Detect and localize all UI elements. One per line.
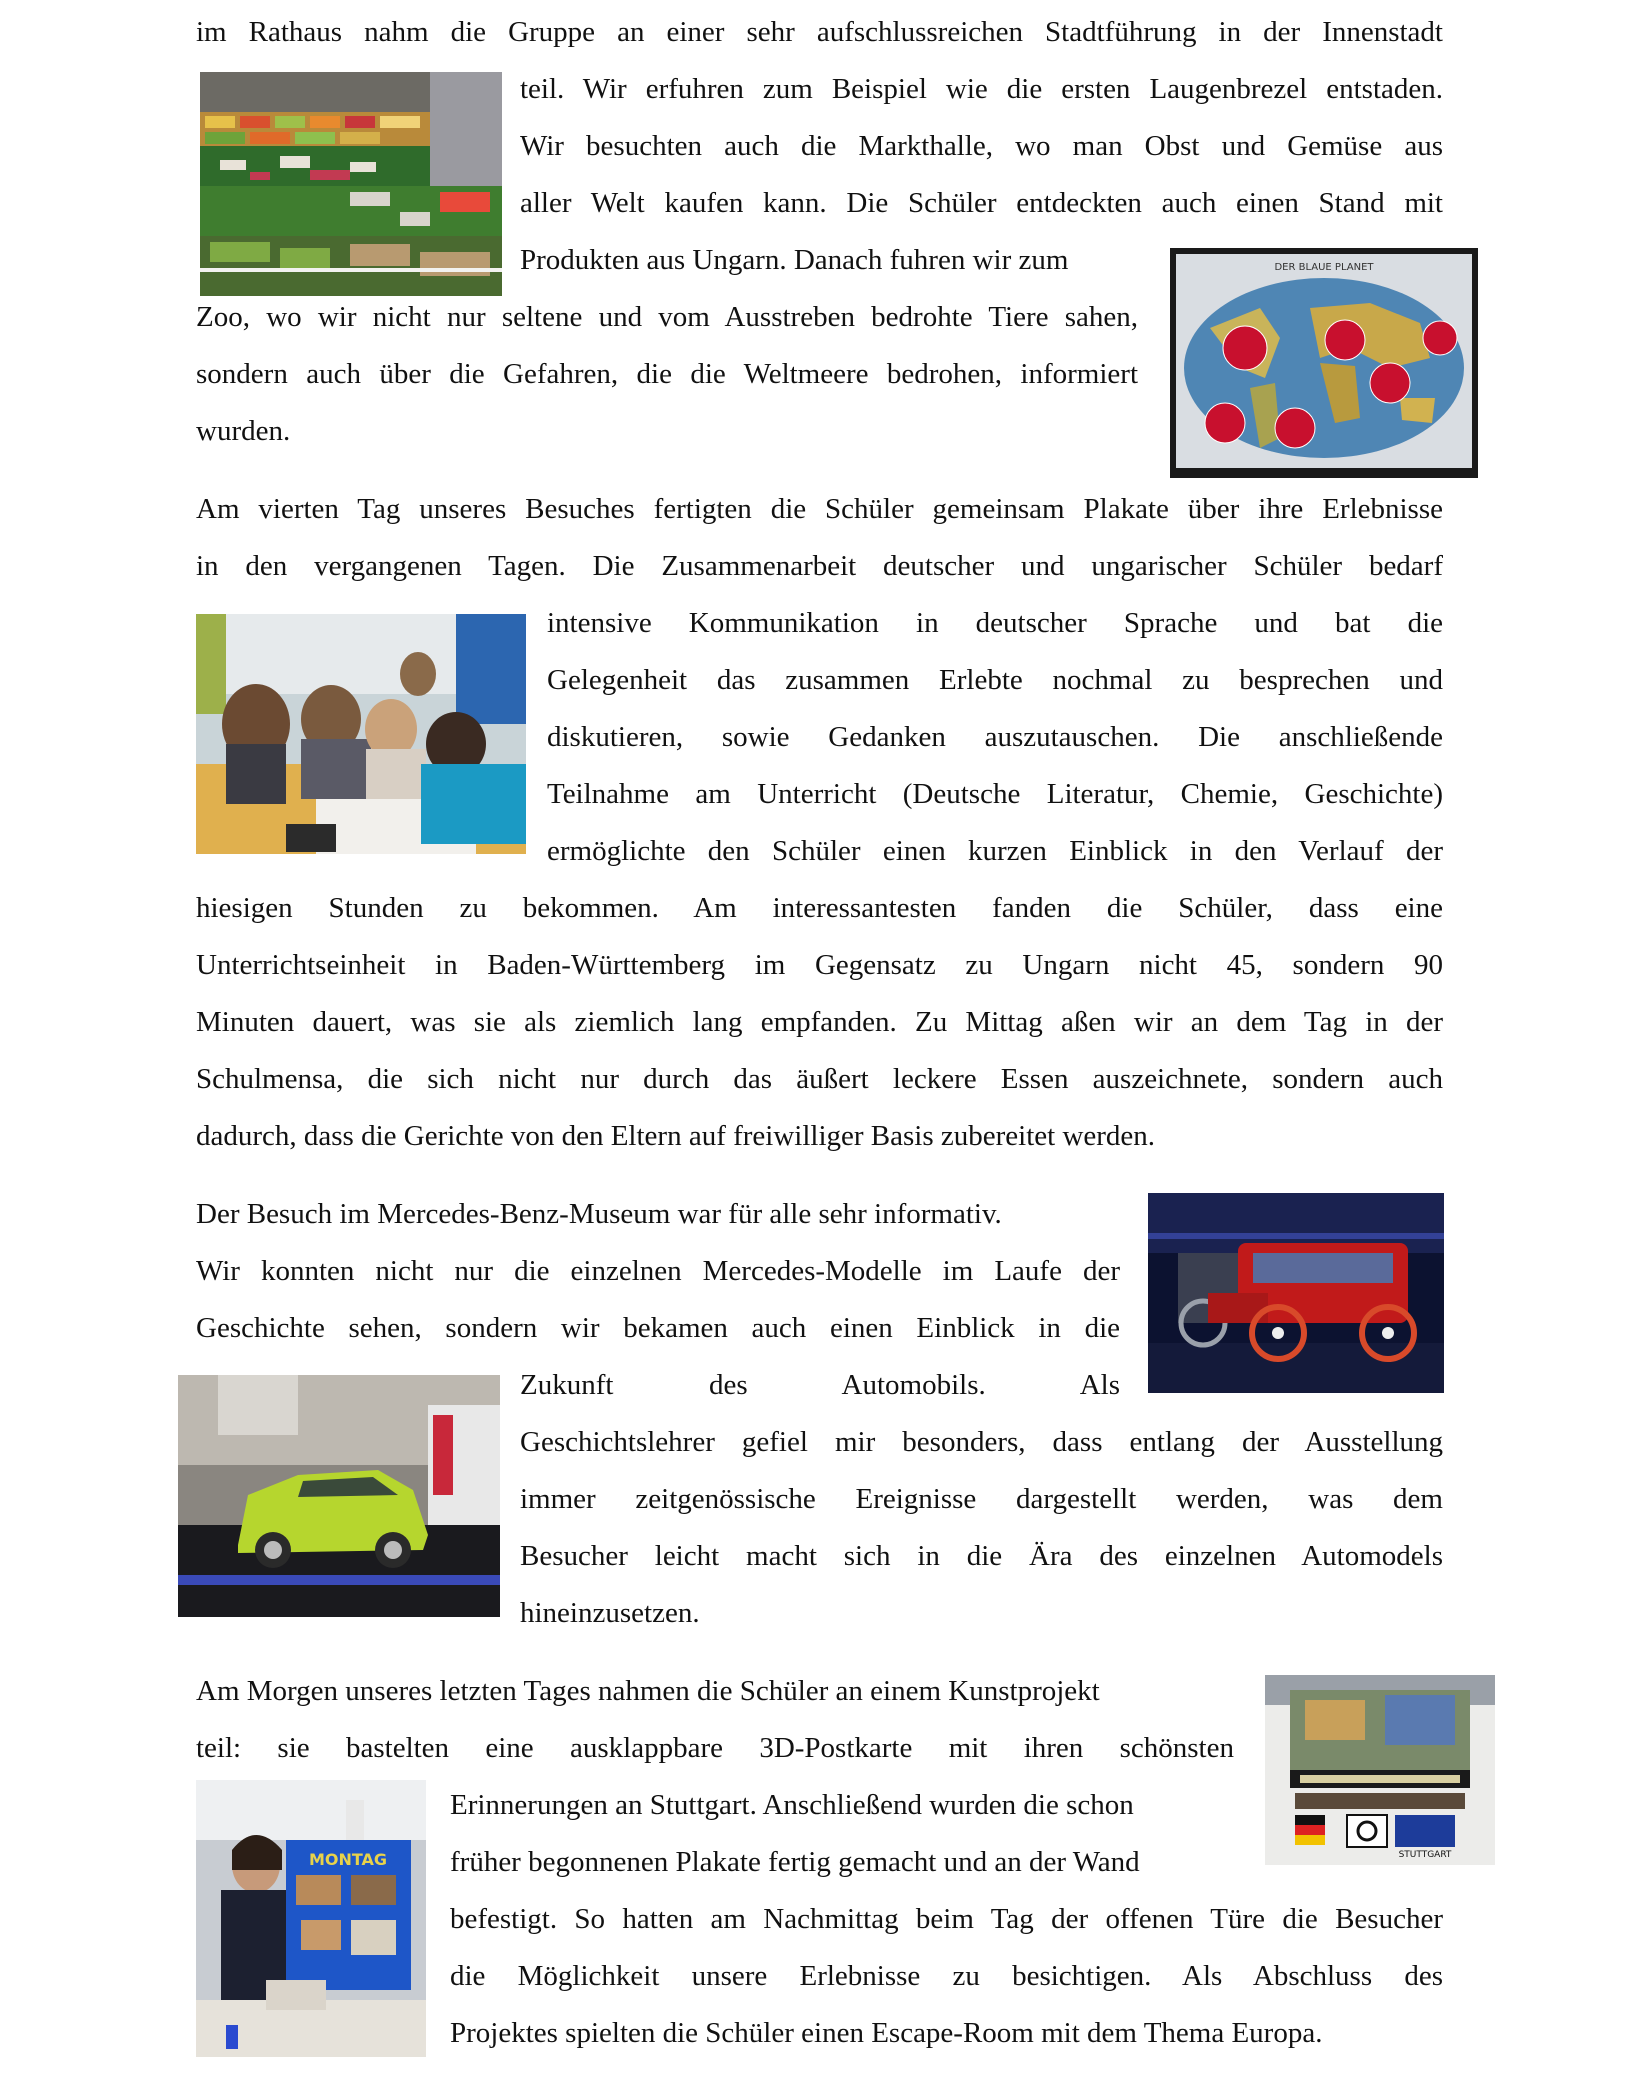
poster-title: DER BLAUE PLANET <box>1274 262 1374 273</box>
text-line: Teilnahme am Unterricht (Deutsche Literatur, Chemie, Geschichte) <box>547 778 1443 810</box>
text-line: Wir besuchten auch die Markthalle, wo man Obst und Gemüse aus <box>520 130 1443 162</box>
text-line: hiesigen Stunden zu bekommen. Am interessantesten fanden die Schüler, dass eine <box>196 892 1443 924</box>
postcard-label: STUTTGART <box>1398 1850 1452 1860</box>
3d-postcard-photo <box>1265 1675 1495 1865</box>
text-line: aller Welt kaufen kann. Die Schüler entdeckten auch einen Stand mit <box>520 187 1443 219</box>
text-line: Geschichte sehen, sondern wir bekamen auch einen Einblick in die <box>196 1312 1120 1344</box>
text-line: Projektes spielten die Schüler einen Escape-Room mit dem Thema Europa. <box>450 2017 1323 2049</box>
text-line: Wir konnten nicht nur die einzelnen Mercedes-Modelle im Laufe der <box>196 1255 1120 1287</box>
text-line: intensive Kommunikation in deutscher Sprache und bat die <box>547 607 1443 639</box>
text-line: sondern auch über die Gefahren, die die Weltmeere bedrohen, informiert <box>196 358 1138 390</box>
world-map-poster-photo <box>1170 248 1478 478</box>
text-line: in den vergangenen Tagen. Die Zusammenarbeit deutscher und ungarischer Schüler bedarf <box>196 550 1443 582</box>
electric-car-photo <box>178 1375 500 1617</box>
text-line: Schulmensa, die sich nicht nur durch das äußert leckere Essen auszeichnete, sondern auch <box>196 1063 1443 1095</box>
text-line: wurden. <box>196 415 291 447</box>
text-line: teil. Wir erfuhren zum Beispiel wie die ersten Laugenbrezel entstaden. <box>520 73 1443 105</box>
text-line: immer zeitgenössische Ereignisse dargestellt werden, was dem <box>520 1483 1443 1515</box>
text-line: Gelegenheit das zusammen Erlebte nochmal zu besprechen und <box>547 664 1443 696</box>
text-line: Erinnerungen an Stuttgart. Anschließend wurden die schon <box>450 1789 1134 1821</box>
text-line: Produkten aus Ungarn. Danach fuhren wir zum <box>520 244 1069 276</box>
text-line: diskutieren, sowie Gedanken auszutauschen. Die anschließende <box>547 721 1443 753</box>
text-line: Besucher leicht macht sich in die Ära des einzelnen Automodels <box>520 1540 1443 1572</box>
student-poster-photo <box>196 1780 426 2057</box>
text-line: befestigt. So hatten am Nachmittag beim Tag der offenen Türe die Besucher <box>450 1903 1443 1935</box>
poster-heading: MONTAG <box>308 1850 388 1869</box>
text-line: dadurch, dass die Gerichte von den Eltern auf freiwilliger Basis zubereitet werden. <box>196 1120 1156 1152</box>
text-line: Minuten dauert, was sie als ziemlich lang empfanden. Zu Mittag aßen wir an dem Tag in der <box>196 1006 1443 1038</box>
text-line: Der Besuch im Mercedes-Benz-Museum war für alle sehr informativ. <box>196 1198 1002 1230</box>
text-line: Zoo, wo wir nicht nur seltene und vom Ausstreben bedrohte Tiere sahen, <box>196 301 1138 333</box>
text-line: teil: sie bastelten eine ausklappbare 3D-Postkarte mit ihren schönsten <box>196 1732 1234 1764</box>
market-hall-photo <box>200 72 502 296</box>
text-line: Geschichtslehrer gefiel mir besonders, dass entlang der Ausstellung <box>520 1426 1443 1458</box>
text-line: hineinzusetzen. <box>520 1597 700 1629</box>
text-line: Zukunft des Automobils. Als <box>520 1369 1120 1401</box>
historic-car-photo <box>1148 1193 1444 1393</box>
text-line: Am Morgen unseres letzten Tages nahmen die Schüler an einem Kunstprojekt <box>196 1675 1100 1707</box>
text-line: im Rathaus nahm die Gruppe an einer sehr aufschlussreichen Stadtführung in der Innenstadt <box>196 16 1443 48</box>
text-line: früher begonnenen Plakate fertig gemacht und an der Wand <box>450 1846 1140 1878</box>
text-line: ermöglichte den Schüler einen kurzen Einblick in den Verlauf der <box>547 835 1443 867</box>
text-line: Unterrichtseinheit in Baden-Württemberg im Gegensatz zu Ungarn nicht 45, sondern 90 <box>196 949 1443 981</box>
students-table-photo <box>196 614 526 854</box>
text-line: Am vierten Tag unseres Besuches fertigten die Schüler gemeinsam Plakate über ihre Erlebnisse <box>196 493 1443 525</box>
text-line: die Möglichkeit unsere Erlebnisse zu besichtigen. Als Abschluss des <box>450 1960 1443 1992</box>
